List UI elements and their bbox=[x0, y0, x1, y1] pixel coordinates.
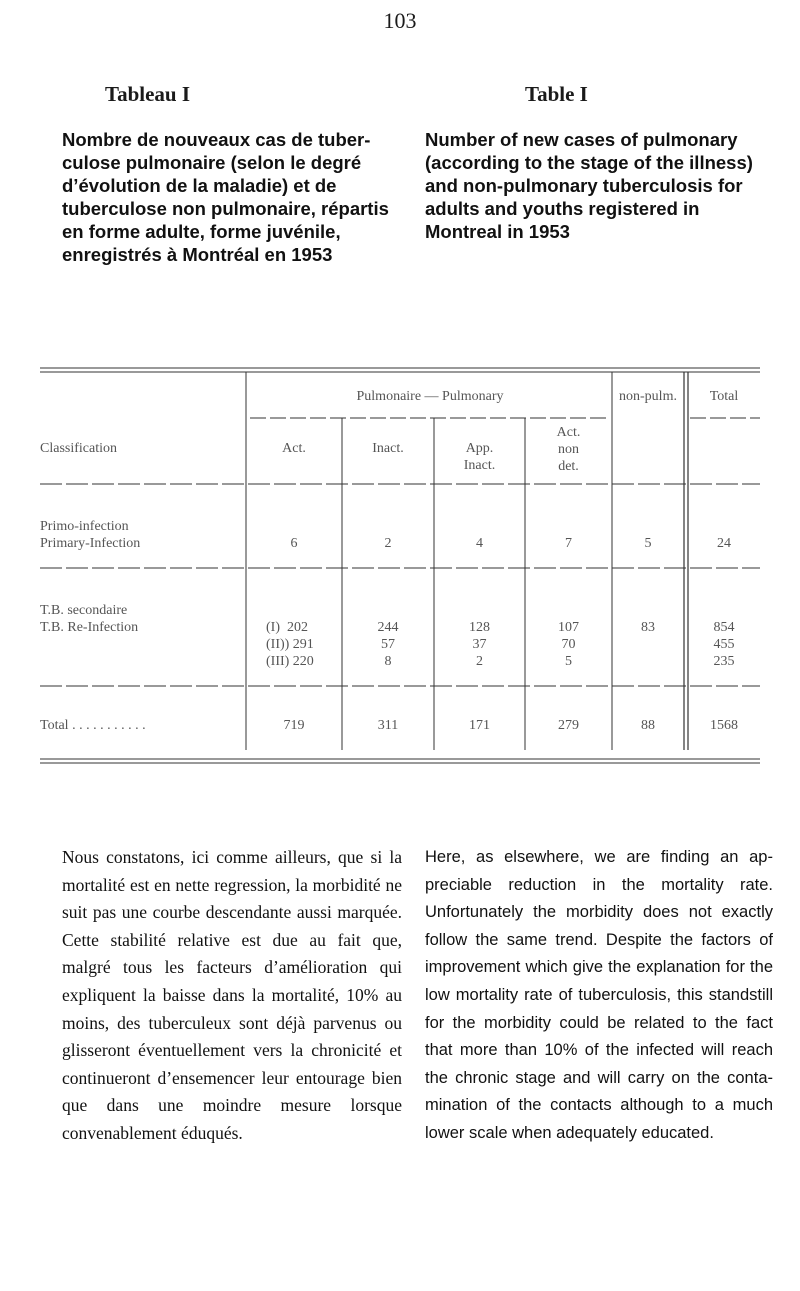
cell-reinfection-app-inact: 128 37 2 bbox=[469, 620, 490, 669]
total-grand: 1568 bbox=[710, 718, 738, 733]
cell-primo-total: 24 bbox=[717, 536, 731, 551]
cell-primo-inact: 2 bbox=[384, 536, 392, 551]
total-row-label: Total . . . . . . . . . . . bbox=[40, 718, 146, 733]
english-caption: Number of new cases of pulmonary (according to the stage of the illness) and non-pulmonary tuberculosis for adults and youths registered in Montreal in 1953 bbox=[425, 129, 753, 242]
english-paragraph-block bbox=[425, 844, 773, 1148]
cell-primo-app-inact: 4 bbox=[476, 536, 483, 551]
row-label-primo: Primo-infection Primary-Infection bbox=[40, 519, 141, 551]
header-act-non-det: Act. non det. bbox=[556, 425, 581, 474]
total-app-inact: 171 bbox=[469, 718, 490, 733]
total-act: 719 bbox=[283, 718, 305, 733]
cell-reinfection-non-pulm: 83 bbox=[641, 620, 655, 635]
total-act-non-det: 279 bbox=[558, 718, 579, 733]
french-paragraph: Nous constatons, ici comme ailleurs, que si la mortalité est en nette regression, la morbidité ne suit pas une courbe descendante aussi marquée. Cette stabilité relative est due au fait que, malgré tous les facteurs d’amélioration qui expliquent la baisse dans la mortalité, 10% au moins, des tuberculeux sont déjà parvenus ou glisseront éventuellement vers la chronicité et continueront d’ensemencer leur entourage bien que dans une moindre mesure lorsque convenablement éduqués. bbox=[62, 847, 402, 1143]
cell-primo-non-pulm: 5 bbox=[644, 536, 652, 551]
nonpulmonary-header: non-pulm. bbox=[619, 389, 677, 404]
cell-primo-act: 6 bbox=[290, 536, 298, 551]
english-table-title: Table I bbox=[525, 82, 588, 106]
cell-primo-act-non-det: 7 bbox=[565, 536, 572, 551]
cell-reinfection-total: 854 455 235 bbox=[713, 620, 735, 669]
total-non-pulm: 88 bbox=[641, 718, 655, 733]
header-act: Act. bbox=[282, 441, 306, 456]
french-paragraph-block bbox=[62, 844, 402, 1148]
classification-header: Classification bbox=[40, 441, 117, 456]
cell-reinfection-act-non-det: 107 70 5 bbox=[558, 620, 579, 669]
cell-reinfection-inact: 244 57 8 bbox=[377, 620, 399, 669]
page-number: 103 bbox=[383, 8, 417, 33]
pulmonary-group-header: Pulmonaire — Pulmonary bbox=[356, 389, 504, 404]
data-table bbox=[40, 366, 760, 770]
row-label-reinfection: T.B. secondaire T.B. Re-Infection bbox=[40, 603, 139, 635]
total-header: Total bbox=[709, 389, 739, 404]
header-inact: Inact. bbox=[372, 441, 404, 456]
english-paragraph: Here, as elsewhere, we are finding an appreciable reduction in the mortality rate. Unfortunately the morbidity does not exactly follow the same trend. Despite the factors of improvement which give the explanation for the low mortality rate of tuberculosis, this standstill for the morbidity could be related to the fact that more than 10% of the infected will reach the chronic stage and will carry on the contamination of the contacts although to a much lower scale when adequately educated. bbox=[425, 848, 773, 1142]
header-app-inact: App. Inact. bbox=[463, 441, 496, 473]
total-inact: 311 bbox=[377, 718, 399, 733]
table-rules bbox=[40, 366, 760, 770]
cell-reinfection-act: (I) 202 (II)) 291 (III) 220 bbox=[266, 620, 314, 669]
french-table-title: Tableau I bbox=[105, 82, 191, 106]
french-caption: Nombre de nouveaux cas de tuberculose pulmonaire (selon le degré d’évolution de la maladie) et de tuberculose non pulmonaire, répartis en forme adulte, forme juvénile, enregistrés à Montréal en 1953 bbox=[62, 129, 389, 265]
